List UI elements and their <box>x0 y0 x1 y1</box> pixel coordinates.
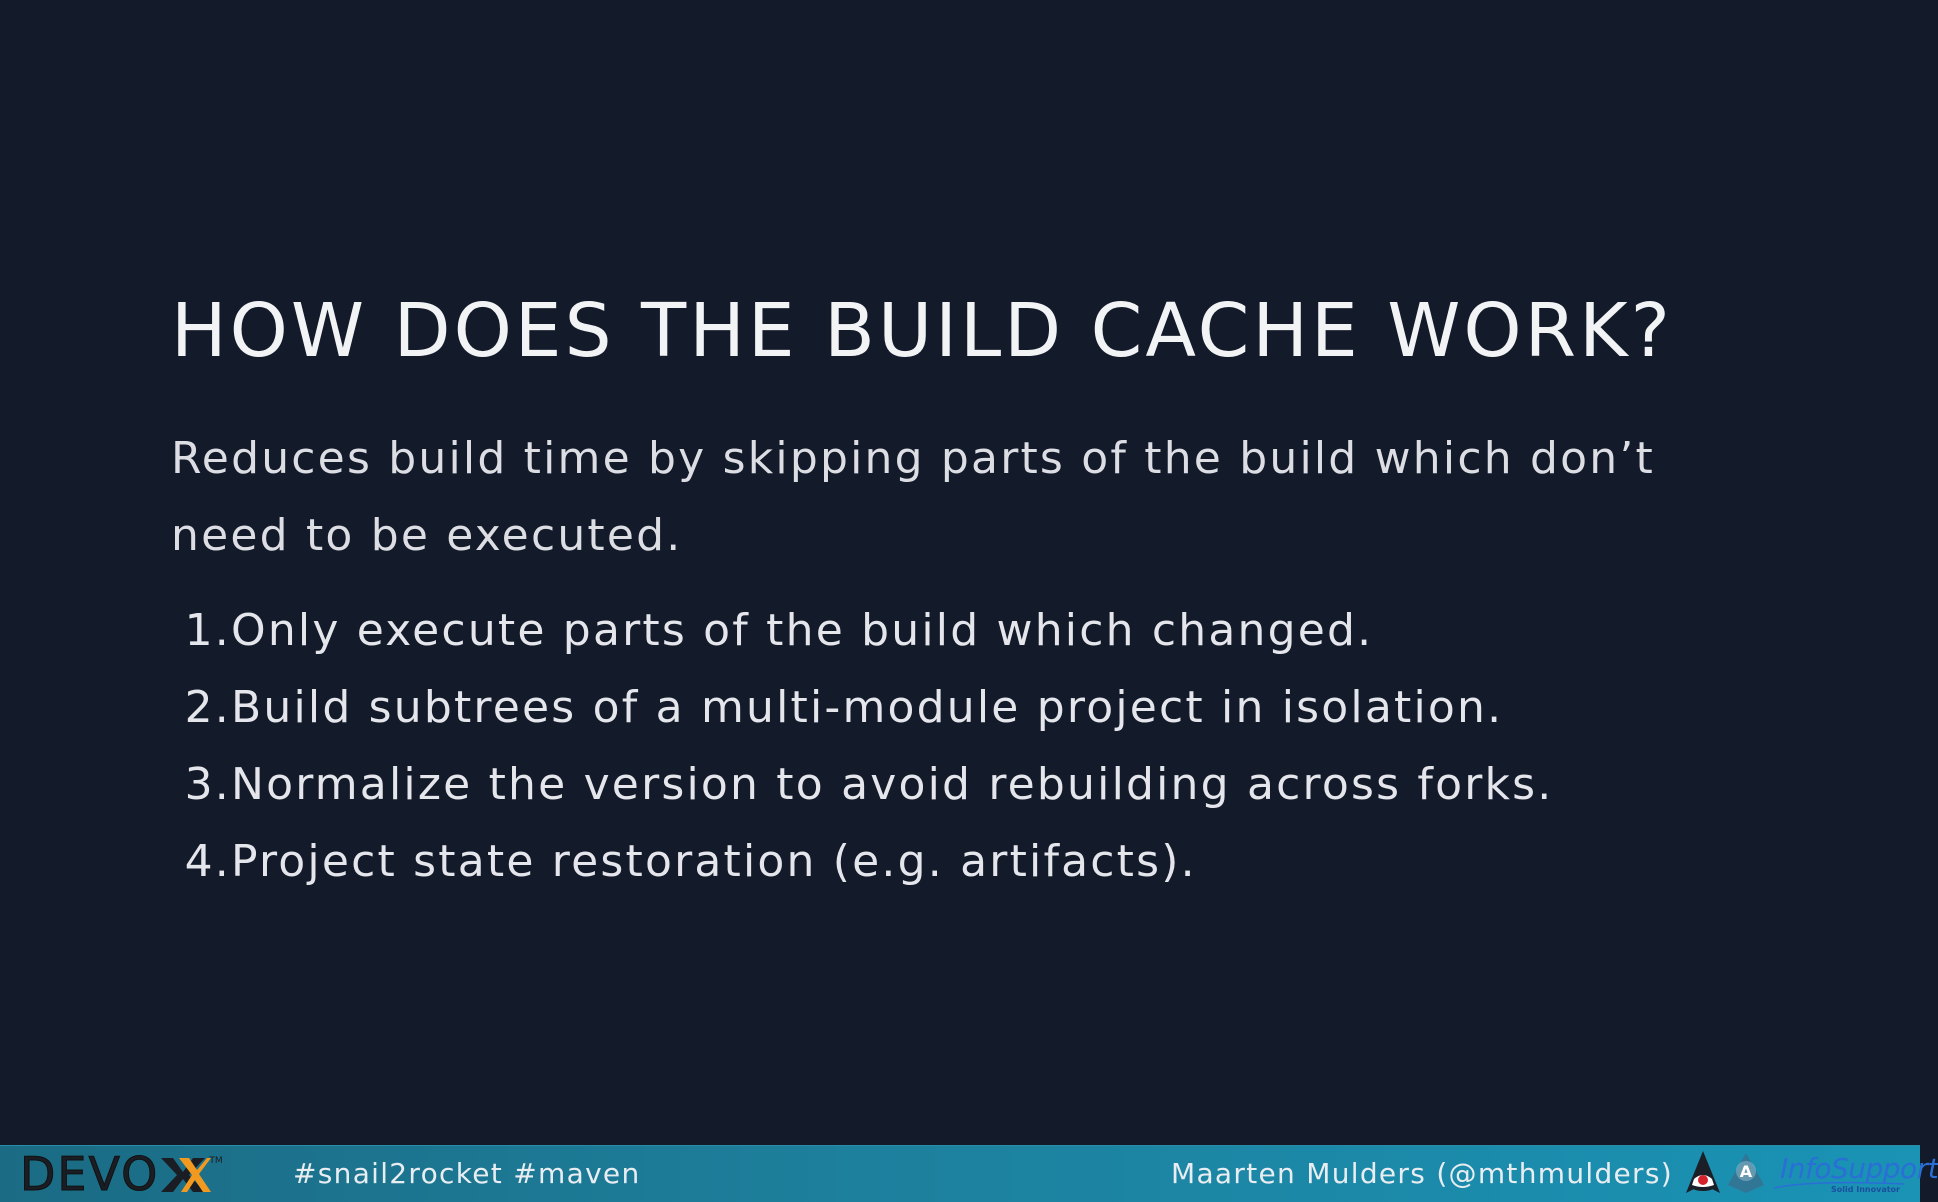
sponsor-tagline: Solid Innovator <box>1831 1185 1900 1194</box>
devoxx-x-mark-icon <box>159 1150 211 1198</box>
slide-lead-text: Reduces build time by skipping parts of the build which don’t need to be executed. <box>171 433 1655 561</box>
list-item <box>171 605 1553 682</box>
list-item-text: Build subtrees of a multi-module project in isolation. <box>231 682 1504 733</box>
sponsor-logos <box>1686 1148 1938 1200</box>
list-item-text: Project state restoration (e.g. artifacts). <box>231 836 1197 887</box>
sponsor-logo-text: InfoSupport <box>1780 1152 1938 1185</box>
duke-mascot-icon <box>1686 1149 1720 1199</box>
devoxx-logo-text: DEVO <box>20 1147 160 1201</box>
steps-list <box>171 605 1553 913</box>
devoxx-logo <box>20 1147 223 1201</box>
trademark-mark: TM <box>209 1156 223 1166</box>
list-item <box>171 759 1553 836</box>
list-item <box>171 836 1553 913</box>
svg-text:A: A <box>1739 1162 1753 1181</box>
footer-bar <box>0 1145 1938 1202</box>
list-item-text: Normalize the version to avoid rebuilding across forks. <box>231 759 1554 810</box>
speaker-credit: Maarten Mulders (@mthmulders) <box>1171 1157 1673 1190</box>
list-item-text: Only execute parts of the build which changed. <box>231 605 1374 656</box>
hashtags: #snail2rocket #maven <box>293 1157 641 1190</box>
list-item-number: 2. <box>184 682 231 733</box>
slide-title: HOW DOES THE BUILD CACHE WORK? <box>171 288 1673 374</box>
adoptium-icon <box>1726 1149 1766 1199</box>
list-item <box>171 682 1553 759</box>
list-item-number: 1. <box>184 605 231 656</box>
list-item-number: 4. <box>184 836 231 887</box>
list-item-number: 3. <box>184 759 231 810</box>
infosupport-logo <box>1772 1150 1938 1198</box>
